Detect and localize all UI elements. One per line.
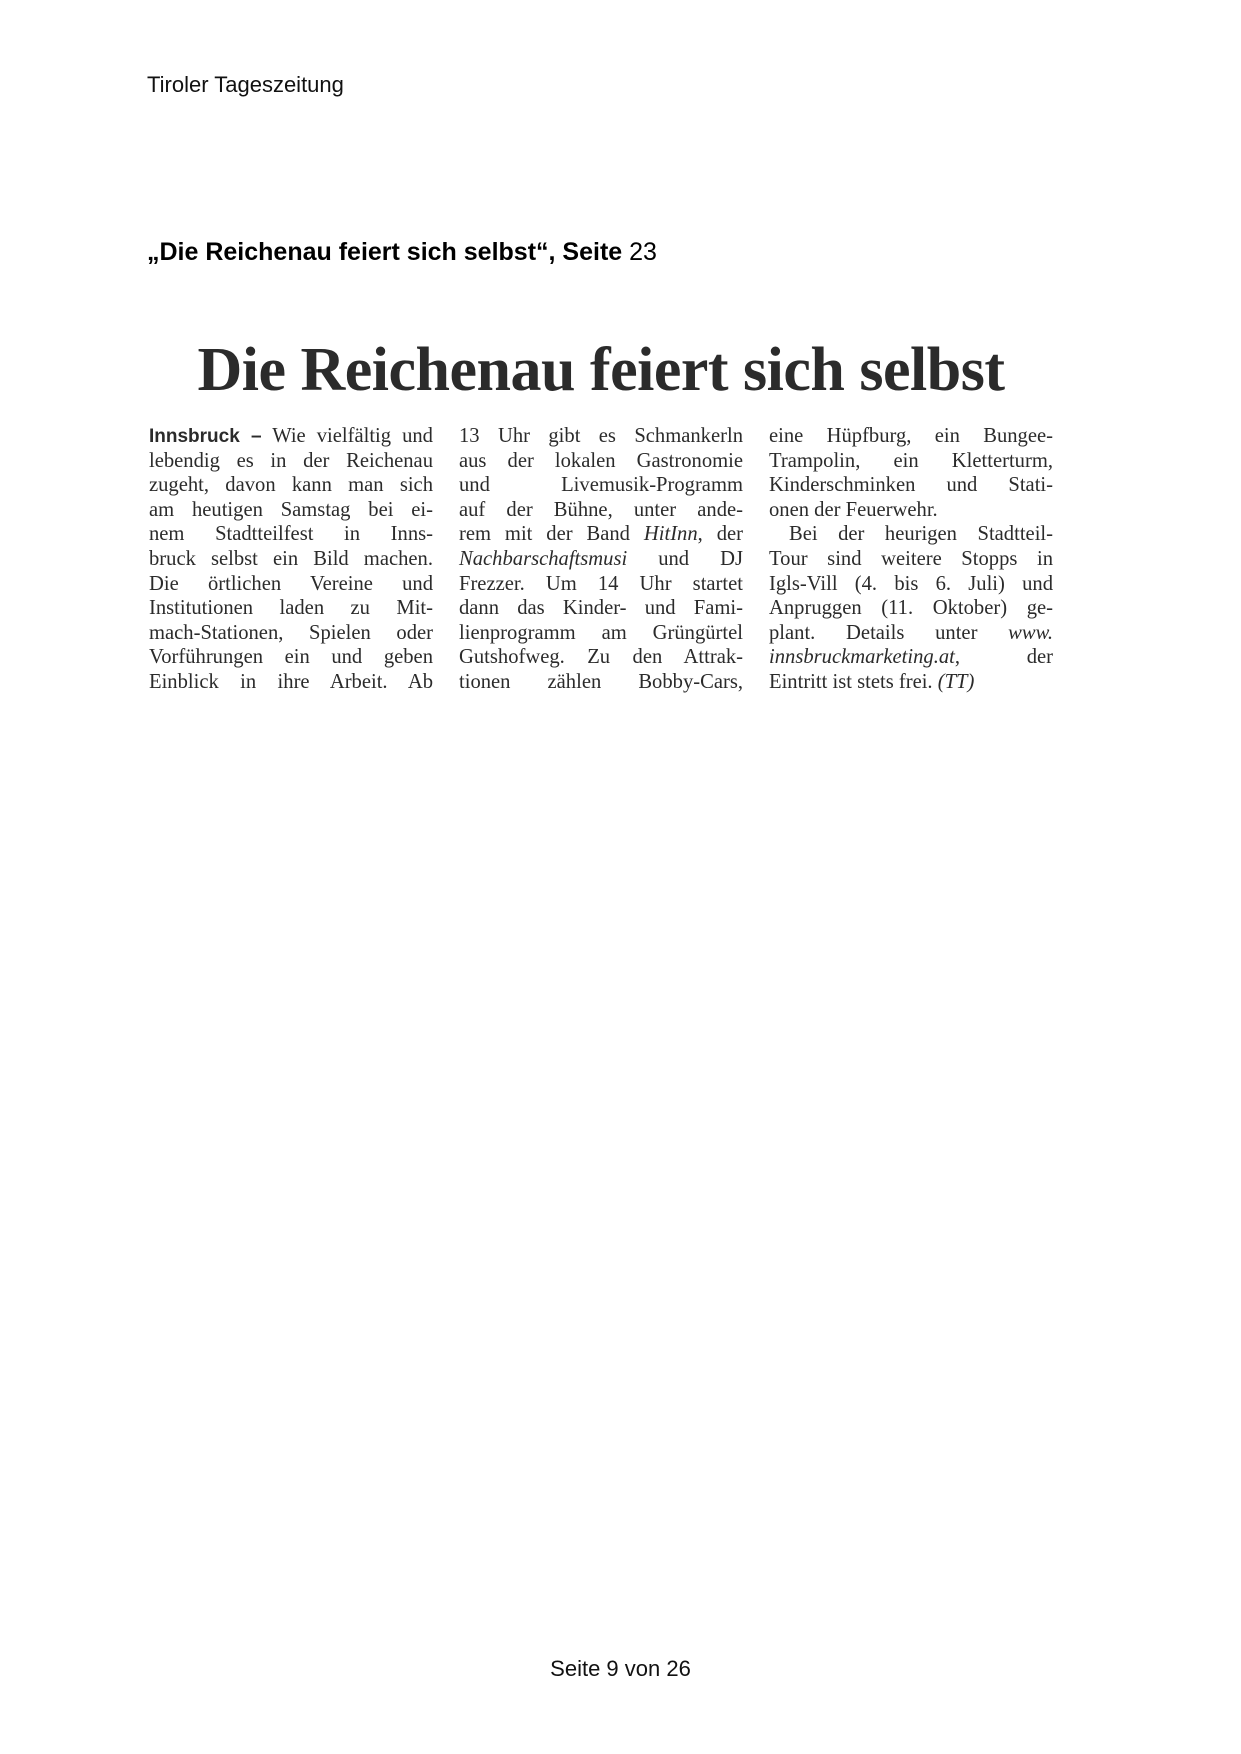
publication-name: Tiroler Tageszeitung	[147, 72, 344, 97]
article-line: Die örtlichen Vereine und	[149, 572, 433, 595]
article-line-text: Wie vielfältig und	[272, 425, 433, 447]
article-column-3	[769, 424, 1053, 695]
article-line: zugeht, davon kann man sich	[149, 474, 433, 497]
article-column-1	[149, 424, 433, 695]
article-line: auf der Bühne, unter ande-	[459, 498, 743, 521]
article-line: onen der Feuerwehr.	[769, 498, 938, 521]
article-line	[459, 522, 743, 547]
web-address: innsbruckmarketing.at	[769, 646, 955, 669]
article-line: eine Hüpfburg, ein Bungee-	[769, 425, 1053, 447]
article-line-text: rem mit der Band	[459, 523, 644, 546]
article-line-text: , der	[954, 646, 1053, 669]
article-line: Vorführungen ein und geben	[149, 646, 433, 669]
article-line: 13 Uhr gibt es Schmankerln	[459, 425, 743, 447]
web-address: www.	[1008, 621, 1053, 644]
page-indicator: Seite 9 von 26	[550, 1656, 691, 1681]
article-line: Gutshofweg. Zu den Attrak-	[459, 646, 743, 669]
article-line: lebendig es in der Reichenau	[149, 449, 433, 472]
article-line: am heutigen Samstag bei ei-	[149, 498, 433, 521]
article-columns	[149, 424, 1053, 695]
article-line	[459, 547, 743, 572]
article-line: Tour sind weitere Stopps in	[769, 547, 1053, 570]
article-line: Institutionen laden zu Mit-	[149, 597, 433, 620]
article-line: Bei der heurigen Stadtteil-	[789, 523, 1053, 546]
article-line: bruck selbst ein Bild machen.	[149, 547, 433, 570]
article-line-text: und DJ	[627, 547, 743, 570]
article-line: und Livemusik-Programm	[459, 474, 743, 497]
article-line: aus der lokalen Gastronomie	[459, 449, 743, 472]
article-line: Igls-Vill (4. bis 6. Juli) und	[769, 572, 1053, 595]
band-name: HitInn	[643, 523, 698, 546]
article-line: mach-Stationen, Spielen oder	[149, 621, 433, 644]
band-name: Nachbarschaftsmusi	[459, 547, 628, 570]
reference-page-number: 23	[629, 238, 657, 266]
article-line: Einblick in ihre Arbeit. Ab	[149, 670, 433, 693]
article-line	[769, 670, 1053, 695]
article-column-2	[459, 424, 743, 695]
article-line: dann das Kinder- und Fami-	[459, 597, 743, 620]
article-dateline: Innsbruck –	[149, 426, 262, 447]
article-line	[769, 645, 1053, 670]
article-line-text: plant. Details unter	[769, 621, 1009, 644]
article-line: Frezzer. Um 14 Uhr startet	[459, 572, 743, 595]
article-reference	[147, 238, 657, 267]
article-line: Anpruggen (11. Oktober) ge-	[769, 597, 1053, 620]
article-line: Kinderschminken und Stati-	[769, 474, 1053, 497]
article-line: nem Stadtteilfest in Inns-	[149, 523, 433, 546]
article-line: lienprogramm am Grüngürtel	[459, 621, 743, 644]
article-line-text: , der	[697, 523, 744, 546]
article-line-text: Eintritt ist stets frei.	[769, 670, 938, 693]
article-line: Trampolin, ein Kletterturm,	[769, 449, 1053, 472]
article-line	[149, 424, 433, 449]
newspaper-clipping	[149, 330, 1053, 695]
reference-title: „Die Reichenau feiert sich selbst“, Seite	[147, 238, 623, 266]
article-line: tionen zählen Bobby-Cars,	[459, 670, 743, 693]
article-headline: Die Reichenau feiert sich selbst	[197, 336, 1005, 404]
article-line	[769, 621, 1053, 646]
author-credit: (TT)	[937, 670, 975, 693]
